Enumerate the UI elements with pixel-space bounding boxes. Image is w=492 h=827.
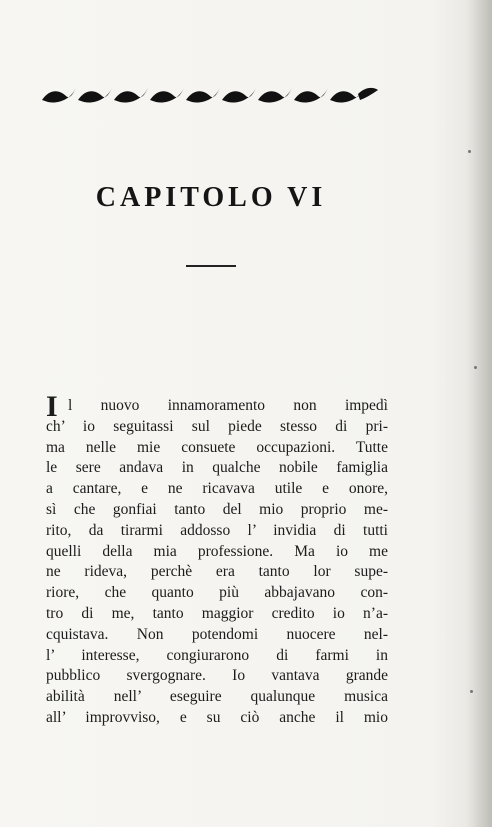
drop-cap: I	[46, 390, 58, 423]
wave-6	[222, 88, 256, 102]
text-line: rito, da tirarmi addosso l’ invidia di tutti	[46, 521, 388, 539]
text-line: abilità nell’ eseguire qualunque musica	[46, 688, 388, 706]
chapter-body-text	[46, 390, 388, 729]
wave-2	[78, 88, 112, 102]
paper-speck	[468, 150, 471, 153]
text-line-content: l nuovo innamoramento non impedì	[68, 397, 388, 414]
wave-7	[258, 88, 292, 102]
wave-8	[294, 88, 328, 102]
wave-4	[150, 88, 184, 102]
wave-5	[186, 88, 220, 102]
text-line	[46, 390, 388, 423]
text-line: riore, che quanto più abbajavano con-	[46, 584, 388, 602]
title-rule	[186, 265, 236, 267]
text-line: quelli della mia professione. Ma io me	[46, 542, 388, 560]
wave-1	[42, 88, 76, 102]
text-line: ne rideva, perchè era tanto lor supe-	[46, 563, 388, 581]
paper-speck	[470, 690, 473, 693]
text-line: all’ improvviso, e su ciò anche il mio	[46, 708, 388, 726]
page-edge-shadow	[466, 0, 492, 827]
text-line: tro di me, tanto maggior credito io n’a-	[46, 604, 388, 622]
text-line: sì che gonfiai tanto del mio proprio me-	[46, 500, 388, 518]
wave-ornament	[40, 80, 380, 108]
wave-3	[114, 88, 148, 102]
paper-speck	[474, 366, 477, 369]
text-line: ma nelle mie consuete occupazioni. Tutte	[46, 438, 388, 456]
text-line: le sere andava in qualche nobile famiglia	[46, 459, 388, 477]
text-line: a cantare, e ne ricavava utile e onore,	[46, 480, 388, 498]
text-line: l’ interesse, congiurarono di farmi in	[46, 646, 388, 664]
chapter-title: CAPITOLO VI	[95, 182, 327, 213]
text-line: ch’ io seguitassi sul piede stesso di pri-	[46, 417, 388, 435]
wave-10	[358, 88, 378, 100]
text-line: pubblico svergognare. Io vantava grande	[46, 667, 388, 685]
text-line: cquistava. Non potendomi nuocere nel-	[46, 625, 388, 643]
